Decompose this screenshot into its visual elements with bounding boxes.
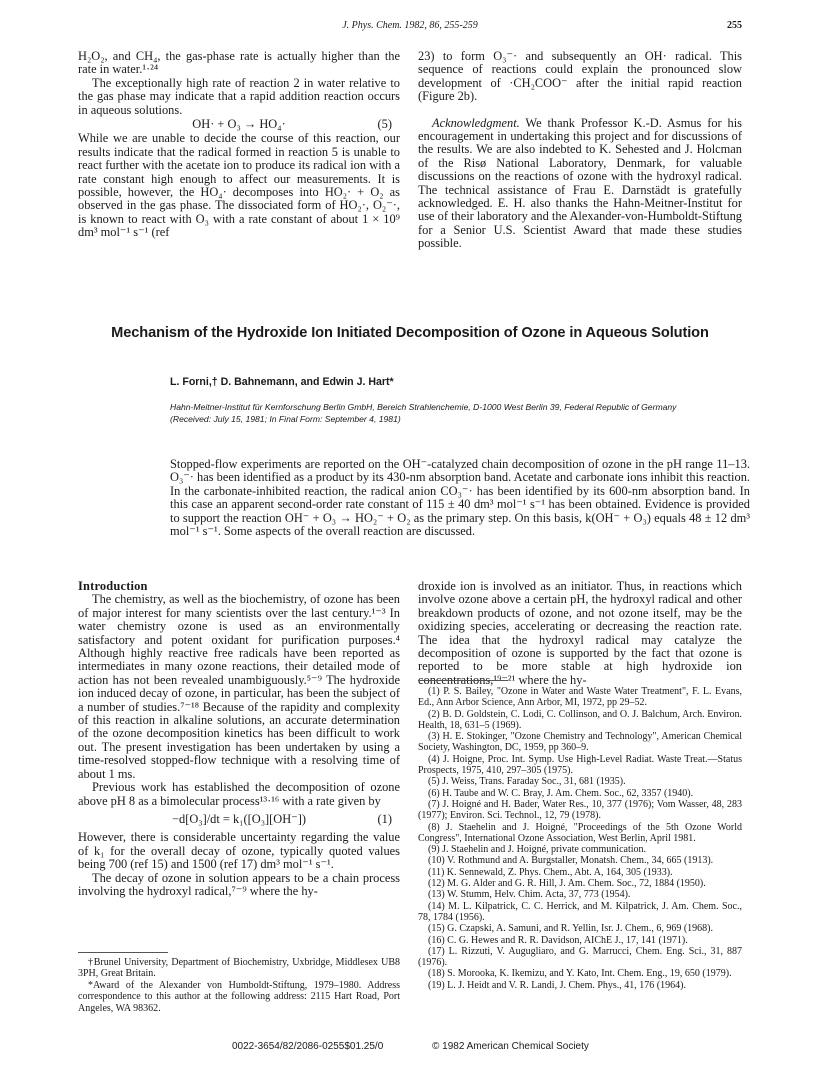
page-number: 255 <box>727 20 742 31</box>
paragraph: Previous work has established the decomposition of ozone above pH 8 as a bimolecular process¹³·¹⁶ with a rate given by <box>78 780 400 808</box>
reference-item: (2) B. D. Goldstein, C. Lodi, C. Collinson, and O. J. Balchum, Arch. Environ. Health, 18, 631–5 (1969). <box>418 708 742 731</box>
reference-item: (9) J. Staehelin and J. Hoigné, private communication. <box>428 844 647 856</box>
reference-item: (8) J. Staehelin and J. Hoigné, "Proceedings of the 5th Ozone World Congress", International Ozone Association, West Berlin, April 1981. <box>418 821 742 844</box>
references-rule <box>418 680 508 681</box>
acknowledgment <box>418 117 742 251</box>
prev-article-right-column <box>418 50 742 251</box>
paragraph: The exceptionally high rate of reaction 2 in water relative to the gas phase may indicate that a rapid addition reaction occurs in aqueous solutions. <box>78 75 400 117</box>
journal-citation: J. Phys. Chem. 1982, 86, 255-259 <box>342 20 478 31</box>
reference-item: (11) K. Sennewald, Z. Phys. Chem., Abt. A, 164, 305 (1933). <box>428 866 673 878</box>
equation-5 <box>78 118 400 131</box>
reference-item: (18) S. Morooka, K. Ikemizu, and Y. Kato, Int. Chem. Eng., 19, 650 (1979). <box>428 968 732 980</box>
article-title: Mechanism of the Hydroxide Ion Initiated Decomposition of Ozone in Aqueous Solution <box>111 325 709 341</box>
article-code: 0022-3654/82/2086-0255$01.25/0 <box>232 1041 384 1052</box>
reference-item: (6) H. Taube and W. C. Bray, J. Am. Chem. Soc., 62, 3357 (1940). <box>428 787 694 799</box>
reference-item: (15) G. Czapski, A. Samuni, and R. Yellin, Isr. J. Chem., 6, 969 (1968). <box>428 923 713 935</box>
paragraph: H₂O₂, and CH₄, the gas-phase rate is actually higher than the rate in water.¹·²⁴ <box>78 49 400 77</box>
reference-item: (13) W. Stumm, Helv. Chim. Acta, 37, 773 (1954). <box>428 889 631 901</box>
reference-item: (19) L. J. Heidt and V. R. Landi, J. Chem. Phys., 41, 176 (1964). <box>428 979 686 991</box>
reference-item: (14) M. L. Kilpatrick, C. C. Herrick, and M. Kilpatrick, J. Am. Chem. Soc., 78, 1784 (1956). <box>418 900 742 923</box>
equation-text: OH· + O₃ → HO₄· <box>192 117 286 132</box>
reference-item: (3) H. E. Stokinger, "Ozone Chemistry and Technology", American Chemical Society, Washington, DC, 1959, pp 360–9. <box>418 731 742 754</box>
reference-item: (10) V. Rothmund and A. Burgstaller, Monatsh. Chem., 34, 665 (1913). <box>428 855 714 867</box>
reference-item: (4) J. Hoigne, Proc. Int. Symp. Use High-Level Radiat. Waste Treat.—Status Prospects, 1975, 410, 297–305 (1975). <box>418 753 742 777</box>
paragraph: While we are unable to decide the course of this reaction, our results indicate that the radical formed in reaction 5 is unable to react further with the acetate ion to produce its radical ion with a rate constant high enough to affect our measurements. It is possible, however, the HO₄· decomposes into HO₂· + O₂ as observed in the gas phase. The dissociated form of HO₂·, O₂⁻·, is known to react with O₃ with a rate constant of about 1 × 10⁹ dm³ mol⁻¹ s⁻¹ (ref <box>78 131 400 240</box>
references-list <box>418 686 742 991</box>
reference-item: (12) M. G. Alder and G. R. Hill, J. Am. Chem. Soc., 72, 1884 (1950). <box>428 878 706 890</box>
footnote: *Award of the Alexander von Humboldt-Stiftung, 1979–1980. Address correspondence to this author at the following address: 2115 Hart Road, Port Angeles, WA 98362. <box>78 979 400 1014</box>
abstract: Stopped-flow experiments are reported on the OH⁻-catalyzed chain decomposition of ozone in the pH range 11–13. O₃⁻· has been identified as a product by its 430-nm absorption band. Acetate and carbonate ions inhibit this reaction. In the carbonate-inhibited reaction, the radical anion CO₃⁻· has been identified by its 600-nm absorption band. In this case an apparent second-order rate constant of 115 ± 40 dm³ mol⁻¹ s⁻¹ has been obtained. Evidence is provided to support the reaction OH⁻ + O₃ → HO₂⁻ + O₂ as the primary step. On this basis, k(OH⁻ + O₃) equals 48 ± 12 dm³ mol⁻¹ s⁻¹. Some aspects of the overall reaction are discussed. <box>170 457 750 539</box>
paragraph: The chemistry, as well as the biochemistry, of ozone has been of major interest for many scientists over the last century.¹⁻³ In water chemistry ozone is used as an environmentally satisfactory and potent oxidant for purification purposes.⁴ Although highly reactive free radicals have been reported as intermediates in many ozone reactions, their detailed mode of action has not been revealed unambiguously.⁵⁻⁹ The hydroxide ion induced decay of ozone, in particular, has been the subject of a number of studies.⁷⁻¹⁸ Because of the rapidity and complexity of this reaction in alkaline solutions, an accurate determination of the ozone decomposition kinetics has been difficult to work out. The present investigation has been undertaken by using a time-resolved stopped-flow technique with a resolving time of about 1 ms. <box>78 592 400 781</box>
copyright: © 1982 American Chemical Society <box>432 1041 589 1052</box>
prev-article-left-column <box>78 50 400 240</box>
equation-number: (1) <box>377 811 392 826</box>
footnotes <box>78 957 400 1014</box>
affiliation-text: Hahn-Meitner-Institut für Kernforschung Berlin GmbH, Bereich Strahlenchemie, D-1000 West Berlin 39, Federal Republic of Germany <box>170 402 677 412</box>
paragraph: 23) to form O₃⁻· and subsequently an OH· radical. This sequence of reactions could explain the pronounced slow development of ·CH₂COO⁻ after the initial rapid reaction (Figure 2b). <box>418 49 742 104</box>
equation-number: (5) <box>377 117 392 132</box>
section-heading: Introduction <box>78 579 148 593</box>
footnote: †Brunel University, Department of Biochemistry, Uxbridge, Middlesex UB8 3PH, Great Britain. <box>78 957 400 980</box>
reference-item: (17) L. Rizzuti, V. Augugliaro, and G. Marrucci, Chem. Eng. Sci., 31, 887 (1976). <box>418 945 742 969</box>
intro-left-column <box>78 580 400 898</box>
paragraph: The decay of ozone in solution appears to be a chain process involving the hydroxyl radical,⁷⁻⁹ where the hy- <box>78 870 400 898</box>
received-dates: (Received: July 15, 1981; In Final Form: September 4, 1981) <box>170 413 401 424</box>
article-authors: L. Forni,† D. Bahnemann, and Edwin J. Hart* <box>170 376 394 388</box>
author-affiliation <box>170 402 750 425</box>
reference-item: (16) C. G. Hewes and R. R. Davidson, AIChE J., 17, 141 (1971). <box>428 934 688 946</box>
acknowledgment-text: We thank Professor K.-D. Asmus for his encouragement in undertaking this project and for discussions of the results. We are also indebted to K. Sehested and J. Holcman of the Risø National Laboratory, Denmark, for valuable discussions on the reactions of ozone with the hydroxyl radical. The technical assistance of Frau E. Darnstädt is gratefully acknowledged. E. H. also thanks the Hahn-Meitner-Institut for use of their laboratory and the Alexander-von-Humboldt-Stiftung for a Senior U.S. Scientist Award that made these studies possible. <box>418 115 742 251</box>
equation-text: −d[O₃]/dt = k₁([O₃][OH⁻]) <box>172 811 306 826</box>
running-header <box>78 20 742 34</box>
acknowledgment-label: Acknowledgment. <box>432 115 520 130</box>
paragraph: However, there is considerable uncertainty regarding the value of k₁ for the overall decay of ozone, typically quoted values being 700 (ref 15) and 1500 (ref 17) dm³ mol⁻¹ s⁻¹. <box>78 830 400 872</box>
reference-item: (5) J. Weiss, Trans. Faraday Soc., 31, 681 (1935). <box>428 776 626 788</box>
intro-right-column <box>418 580 742 687</box>
equation-1 <box>78 813 400 826</box>
paragraph: droxide ion is involved as an initiator. Thus, in reactions which involve ozone above a certain pH, the hydroxyl radical and other breakdown products of ozone, and not ozone itself, may be the oxidizing species, accelerating or decreasing the reaction rate. The idea that the hydroxyl radical may catalyze the decomposition of ozone is supported by the fact that ozone is reported to be more stable at high hydroxide ion concentrations,¹⁹⁻²¹ where the hy- <box>418 579 742 687</box>
reference-item: (1) P. S. Bailey, "Ozone in Water and Waste Water Treatment", F. L. Evans, Ed., Ann Arbor Science, Ann Arbor, MI, 1972, pp 29–52. <box>418 686 742 709</box>
footnote-rule <box>78 952 168 953</box>
reference-item: (7) J. Hoigné and H. Bader, Water Res., 10, 377 (1976); Vom Wasser, 48, 283 (1977); Environ. Sci. Technol., 12, 79 (1978). <box>418 798 742 822</box>
